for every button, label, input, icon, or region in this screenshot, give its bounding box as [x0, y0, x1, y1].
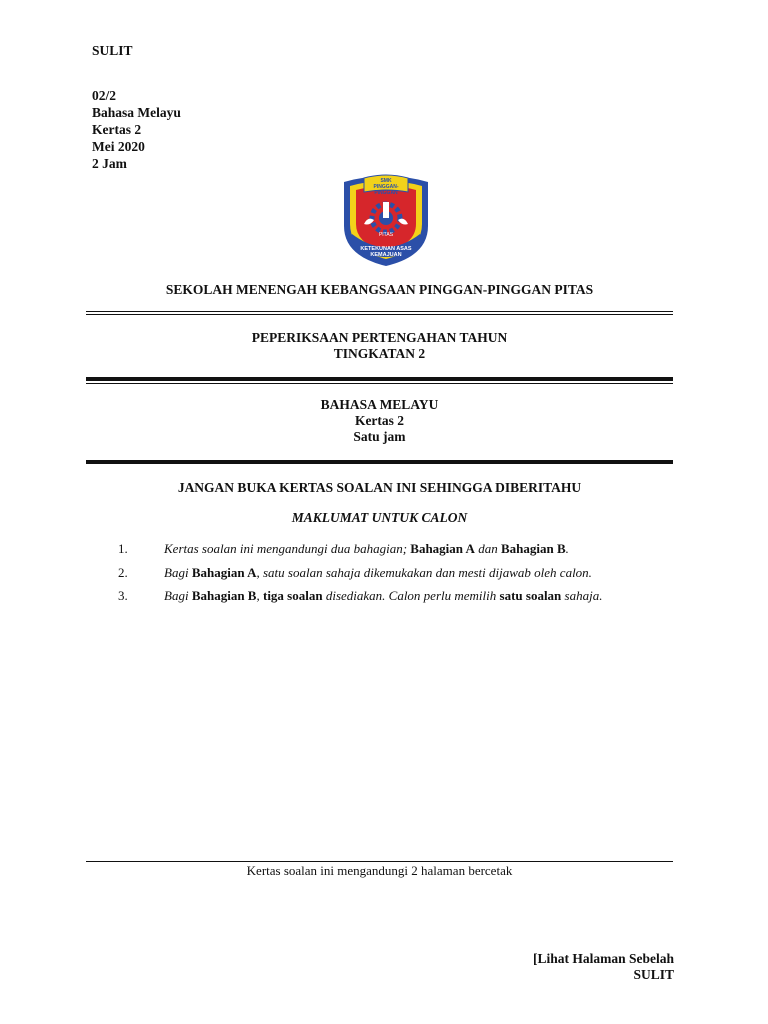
header-paper: Kertas 2 [92, 122, 142, 137]
classification-bottom: SULIT [633, 967, 674, 982]
header-subject: Bahasa Melayu [92, 105, 181, 120]
divider-thin-2 [86, 314, 673, 315]
paper-code: 02/2 [92, 88, 117, 103]
divider-thick-2 [86, 460, 673, 464]
exam-title: PEPERIKSAAN PERTENGAHAN TAHUN [251, 330, 508, 345]
divider-thin-3 [86, 383, 673, 384]
exam-form: TINGKATAN 2 [333, 346, 426, 361]
header-duration: 2 Jam [92, 156, 127, 171]
divider-thin-1 [86, 311, 673, 312]
paper-time: Satu jam [353, 429, 406, 444]
classification-top: SULIT [92, 43, 133, 58]
logo-motto: KETEKUNAN ASAS KEMAJUAN [360, 246, 412, 258]
paper-number: Kertas 2 [354, 413, 405, 428]
instruction-item-2: 2. Bagi Bahagian A, satu soalan sahaja dikemukakan dan mesti dijawab oleh calon. [118, 565, 592, 580]
header-date: Mei 2020 [92, 139, 145, 154]
next-page-note: [Lihat Halaman Sebelah [532, 951, 674, 966]
footer-divider [86, 861, 673, 862]
instruction-number: 2. [118, 565, 128, 580]
instruction-item-3: 3. Bagi Bahagian B, tiga soalan disediakan. Calon perlu memilih satu soalan sahaja. [118, 588, 603, 603]
instruction-number: 3. [118, 588, 128, 603]
logo-top-text: SMK PINGGAN-PINGGAN [373, 178, 399, 196]
instruction-item-1: 1. Kertas soalan ini mengandungi dua bahagian; Bahagian A dan Bahagian B. [118, 541, 569, 556]
pages-note: Kertas soalan ini mengandungi 2 halaman bercetak [246, 863, 513, 878]
school-name: SEKOLAH MENENGAH KEBANGSAAN PINGGAN-PINGGAN PITAS [165, 282, 594, 297]
school-logo [330, 168, 442, 268]
divider-thick-1 [86, 377, 673, 381]
paper-subject: BAHASA MELAYU [320, 397, 439, 412]
instruction-number: 1. [118, 541, 128, 556]
info-title: MAKLUMAT UNTUK CALON [291, 510, 468, 525]
logo-center-text: PITAS [378, 232, 394, 238]
warning-text: JANGAN BUKA KERTAS SOALAN INI SEHINGGA DIBERITAHU [177, 480, 582, 495]
